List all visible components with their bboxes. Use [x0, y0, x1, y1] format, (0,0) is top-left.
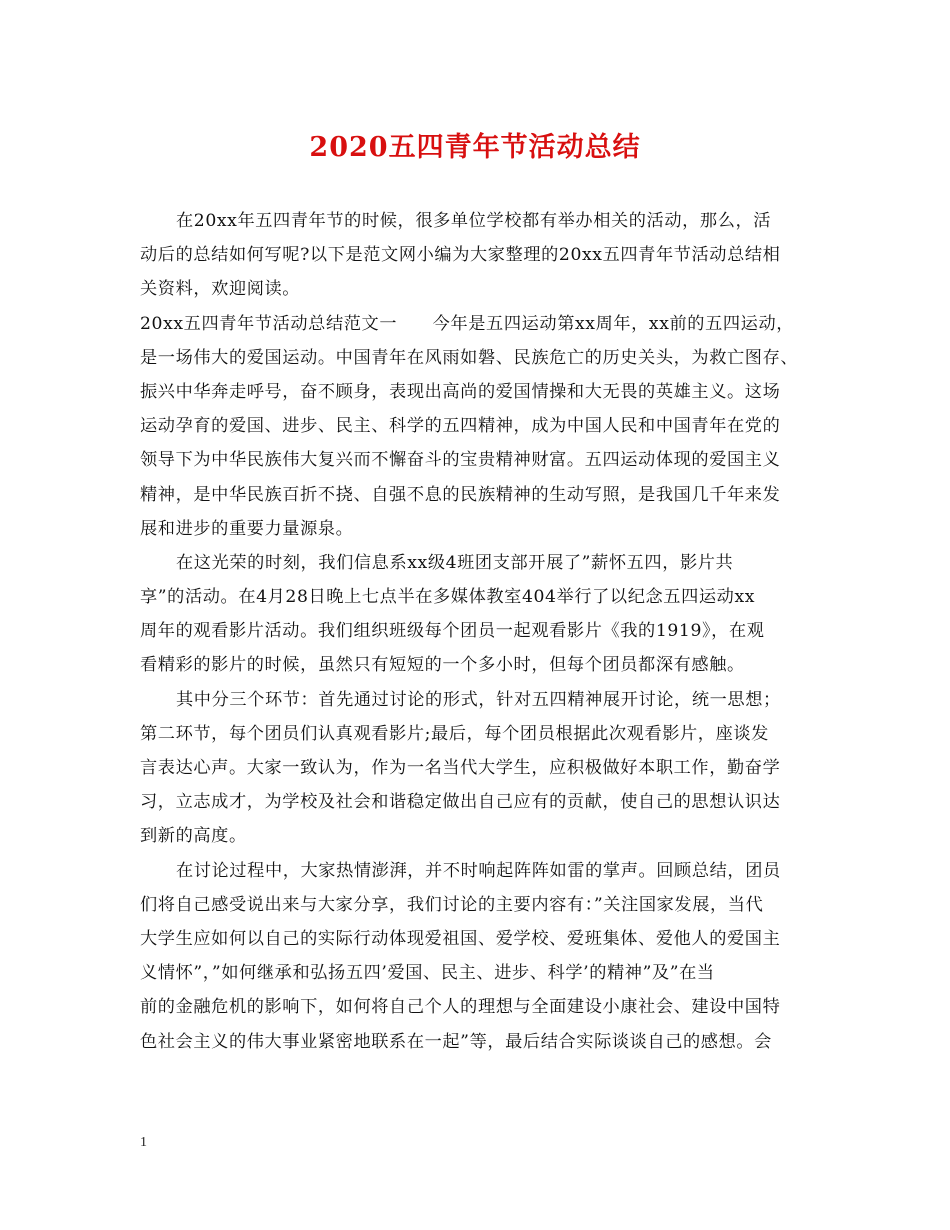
text-line: 言表达心声。大家一致认为，作为一名当代大学生，应积极做好本职工作，勤奋学 — [140, 758, 781, 778]
text-line: 领导下为中华民族伟大复兴而不懈奋斗的宝贵精神财富。五四运动体现的爱国主义 — [140, 450, 781, 471]
text-line: 到新的高度。 — [140, 826, 247, 847]
text-line: 周年的观看影片活动。我们组织班级每个团员一起观看影片《我的1919》，在观 — [140, 621, 765, 642]
text-line: 大学生应如何以自己的实际行动体现爱祖国、爱学校、爱班集体、爱他人的爱国主 — [140, 928, 781, 949]
text-line: 展和进步的重要力量源泉。 — [140, 518, 354, 539]
text-line: 振兴中华奔走呼号，奋不顾身，表现出高尚的爱国情操和大无畏的英雄主义。这场 — [140, 381, 781, 402]
text-line: 习，立志成才，为学校及社会和谐稳定做出自己应有的贡献，使自己的思想认识达 — [140, 792, 781, 813]
text-line: 运动孕育的爱国、进步、民主、科学的五四精神，成为中国人民和中国青年在党的 — [140, 416, 781, 437]
text-line: 前的金融危机的影响下，如何将自己个人的理想与全面建设小康社会、建设中国特 — [140, 997, 781, 1018]
text-line: 在20xx年五四青年节的时候，很多单位学校都有举办相关的活动，那么，活 — [176, 211, 772, 231]
text-line: 动后的总结如何写呢?以下是范文网小编为大家整理的20xx五四青年节活动总结相 — [140, 245, 781, 266]
text-line: 20xx五四青年节活动总结范文一 今年是五四运动第xx周年，xx前的五四运动， — [140, 313, 795, 334]
document-body — [140, 204, 822, 1059]
text-line: 在这光荣的时刻，我们信息系xx级4班团支部开展了”薪怀五四，影片共 — [176, 552, 734, 573]
text-line: 在讨论过程中，大家热情澎湃，并不时响起阵阵如雷的掌声。回顾总结，团员 — [176, 860, 781, 881]
text-line: 义情怀”，”如何继承和弘扬五四’爱国、民主、进步、科学’的精神”及”在当 — [140, 963, 715, 984]
page-number: 1 — [140, 1135, 147, 1150]
text-line: 第二环节，每个团员们认真观看影片;最后，每个团员根据此次观看影片，座谈发 — [140, 723, 769, 744]
text-line: 色社会主义的伟大事业紧密地联系在一起”等，最后结合实际谈谈自己的感想。会 — [140, 1031, 772, 1052]
text-line: 是一场伟大的爱国运动。中国青年在风雨如磐、民族危亡的历史关头，为救亡图存、 — [140, 347, 799, 368]
text-line: 其中分三个环节：首先通过讨论的形式，针对五四精神展开讨论，统一思想； — [176, 689, 781, 710]
text-line: 精神，是中华民族百折不挠、自强不息的民族精神的生动写照，是我国几千年来发 — [140, 484, 781, 505]
text-line: 们将自己感受说出来与大家分享，我们讨论的主要内容有：”关注国家发展，当代 — [140, 894, 764, 915]
text-line: 关资料，欢迎阅读。 — [140, 279, 301, 300]
text-line: 看精彩的影片的时候，虽然只有短短的一个多小时，但每个团员都深有感触。 — [140, 655, 745, 676]
text-line: 享”的活动。在4月28日晚上七点半在多媒体教室404举行了以纪念五四运动xx — [140, 587, 756, 608]
page-title: 2020五四青年节活动总结 — [309, 132, 641, 163]
